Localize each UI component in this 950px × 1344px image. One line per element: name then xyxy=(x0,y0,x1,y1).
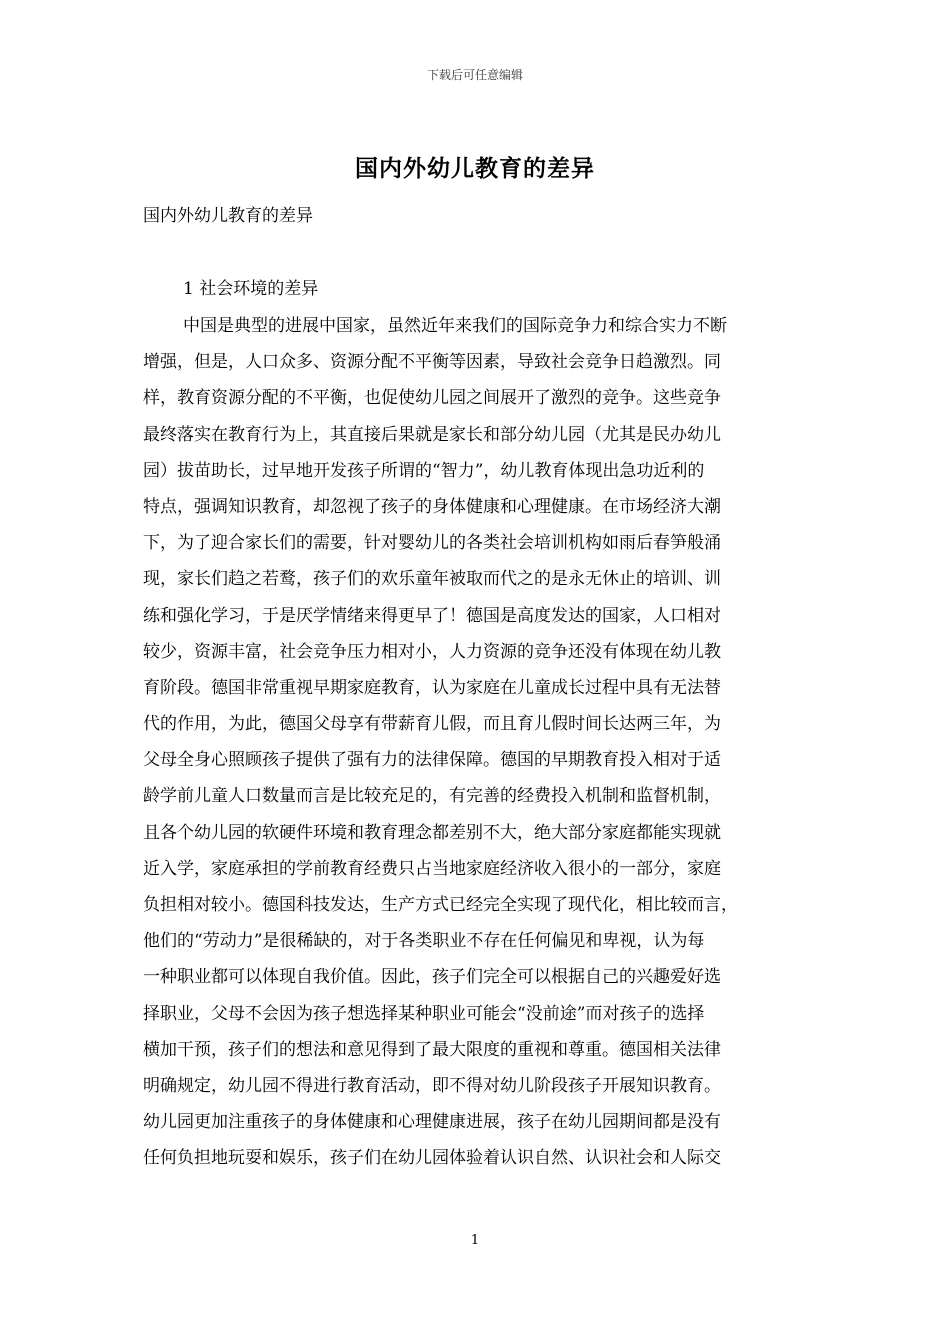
body-line: 下，为了迎合家长们的需要，针对婴幼儿的各类社会培训机构如雨后春笋般涌 xyxy=(143,533,721,554)
body-line: 一种职业都可以体现自我价值。因此，孩子们完全可以根据自己的兴趣爱好选 xyxy=(143,967,721,988)
body-line: 最终落实在教育行为上，其直接后果就是家长和部分幼儿园（尤其是民办幼儿 xyxy=(143,424,721,445)
body-paragraph xyxy=(143,308,738,1177)
body-line: 父母全身心照顾孩子提供了强有力的法律保障。德国的早期教育投入相对于适 xyxy=(143,750,721,771)
body-line: 负担相对较小。德国科技发达，生产方式已经完全实现了现代化，相比较而言， xyxy=(143,895,738,915)
document-subtitle: 国内外幼儿教育的差异 xyxy=(143,206,313,226)
body-line: 代的作用，为此，德国父母享有带薪育儿假，而且育儿假时间长达两三年，为 xyxy=(143,714,721,735)
body-line: 样，教育资源分配的不平衡，也促使幼儿园之间展开了激烈的竞争。这些竞争 xyxy=(143,388,721,409)
body-line: 现，家长们趋之若鹜，孩子们的欢乐童年被取而代之的是永无休止的培训、训 xyxy=(143,569,721,590)
body-line: 龄学前儿童人口数量而言是比较充足的，有完善的经费投入机制和监督机制， xyxy=(143,786,721,807)
page-number: 1 xyxy=(470,1233,480,1248)
body-line: 中国是典型的进展中国家，虽然近年来我们的国际竞争力和综合实力不断 xyxy=(183,316,727,336)
body-line: 特点，强调知识教育，却忽视了孩子的身体健康和心理健康。在市场经济大潮 xyxy=(143,496,721,517)
document-title: 国内外幼儿教育的差异 xyxy=(355,155,595,182)
body-line: 近入学，家庭承担的学前教育经费只占当地家庭经济收入很小的一部分，家庭 xyxy=(143,858,721,879)
body-line: 增强，但是，人口众多、资源分配不平衡等因素，导致社会竞争日趋激烈。同 xyxy=(143,352,721,373)
body-line: 练和强化学习，于是厌学情绪来得更早了！德国是高度发达的国家，人口相对 xyxy=(143,605,721,626)
body-line: 明确规定，幼儿园不得进行教育活动，即不得对幼儿阶段孩子开展知识教育。 xyxy=(143,1075,721,1096)
body-line: 育阶段。德国非常重视早期家庭教育，认为家庭在儿童成长过程中具有无法替 xyxy=(143,677,721,698)
body-line: 择职业，父母不会因为孩子想选择某种职业可能会“没前途”而对孩子的选择 xyxy=(143,1003,705,1024)
body-line: 幼儿园更加注重孩子的身体健康和心理健康进展，孩子在幼儿园期间都是没有 xyxy=(143,1112,721,1133)
page-header-note: 下载后可任意编辑 xyxy=(426,68,523,82)
body-line: 较少，资源丰富，社会竞争压力相对小，人力资源的竞争还没有体现在幼儿教 xyxy=(143,641,721,662)
body-line: 横加干预，孩子们的想法和意见得到了最大限度的重视和尊重。德国相关法律 xyxy=(143,1039,721,1060)
body-line: 园）拔苗助长，过早地开发孩子所谓的“智力”，幼儿教育体现出急功近利的 xyxy=(143,460,705,481)
body-line: 且各个幼儿园的软硬件环境和教育理念都差别不大，绝大部分家庭都能实现就 xyxy=(143,822,721,843)
body-line: 他们的“劳动力”是很稀缺的，对于各类职业不存在任何偏见和卑视，认为每 xyxy=(143,931,705,952)
section-heading: 1 社会环境的差异 xyxy=(183,279,319,299)
body-line: 任何负担地玩耍和娱乐，孩子们在幼儿园体验着认识自然、认识社会和人际交 xyxy=(143,1148,721,1169)
